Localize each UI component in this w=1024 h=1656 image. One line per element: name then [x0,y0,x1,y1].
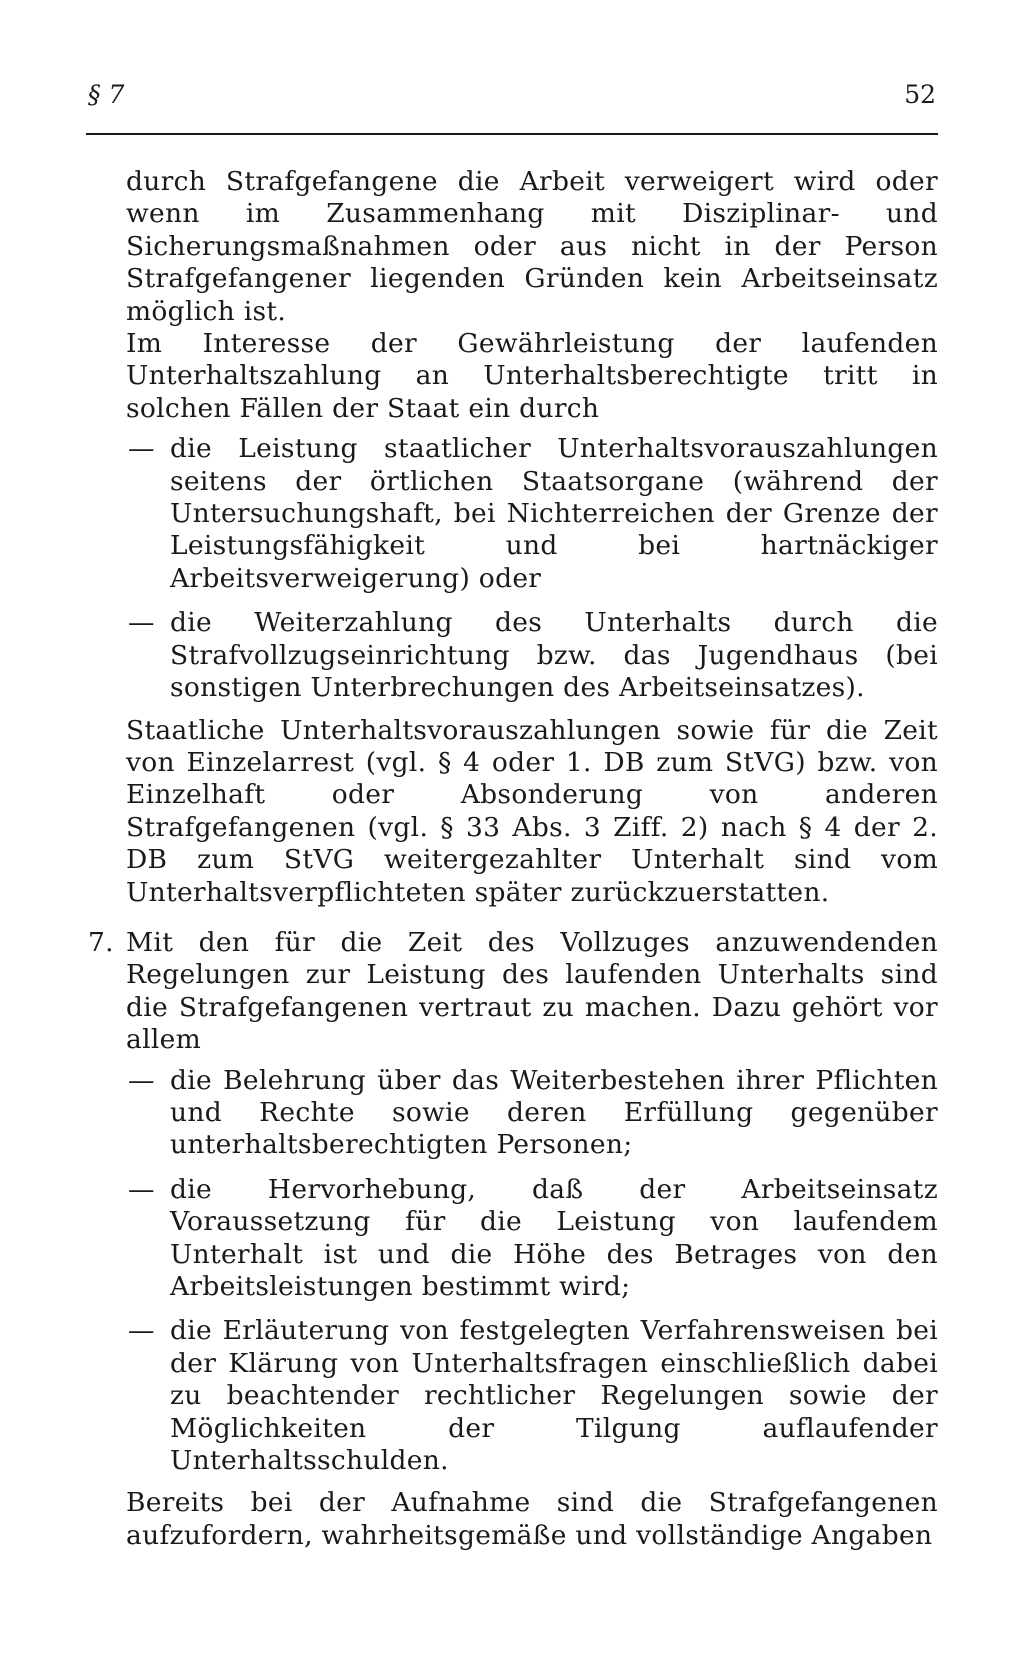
page-header [88,80,936,128]
list-item-text: die Belehrung über das Weiterbestehen ihrer Pflichten und Rechte sowie deren Erfüllung gegenüber unterhaltsberechtigten Personen; [170,1064,938,1161]
item-text: Mit den für die Zeit des Vollzuges anzuwendenden Regelungen zur Leistung des laufenden Unterhalts sind die Strafgefangenen vertraut zu machen. Dazu gehört vor allem [126,926,938,1056]
paragraph-unterhalt-staat: Im Interesse der Gewährleistung der laufenden Unterhaltszahlung an Unterhaltsberechtigte tritt in solchen Fällen der Staat ein durch [126,328,938,424]
item-number: 7. [88,926,114,958]
list-item-text: die Erläuterung von festgelegten Verfahrensweisen bei der Klärung von Unterhaltsfragen einschließlich dabei zu beachtender rechtlicher Regelungen sowie der Möglichkeiten der Tilgung auflaufender Unterhaltsschulden. [170,1315,938,1477]
list-item-text: die Leistung staatlicher Unterhaltsvorauszahlungen seitens der örtlichen Staatsorgane (während der Untersuchungshaft, bei Nichterreichen der Grenze der Leistungsfähigkeit und bei hartnäckiger Arbeitsverweigerung) oder [170,433,938,594]
list-item [126,1315,938,1477]
list-item [126,1065,938,1162]
list-item-text: die Hervorhebung, daß der Arbeitseinsatz Voraussetzung für die Leistung von laufendem Unterhalt ist und die Höhe des Betrages von den Arbeitsleistungen bestimmt wird; [170,1173,938,1302]
numbered-item-7 [88,927,938,1057]
section-marker: § 7 [88,80,125,109]
dash-bullet: — [128,1064,155,1096]
paragraph-rueckerstattung: Staatliche Unterhaltsvorauszahlungen sowie für die Zeit von Einzelarrest (vgl. § 4 oder 1. DB zum StVG) bzw. von Einzelhaft oder Absonderung von anderen Strafgefangenen (vgl. § 33 Abs. 3 Ziff. 2) nach § 4 der 2. DB zum StVG weitergezahlter Unterhalt sind vom Unterhaltsverpflichteten später zurückzuerstatten. [126,714,938,908]
page-number: 52 [904,80,936,109]
list-item-text: die Weiterzahlung des Unterhalts durch die Strafvollzugseinrichtung bzw. das Jugendhaus (bei sonstigen Unterbrechungen des Arbeitseinsatzes). [170,607,938,704]
list-item [126,1174,938,1304]
document-body [88,166,938,1552]
paragraph-aufnahme: Bereits bei der Aufnahme sind die Strafgefangenen aufzufordern, wahrheitsgemäße und vollständige Angaben [126,1487,938,1551]
dash-bullet: — [128,1173,155,1205]
dash-bullet: — [128,607,155,639]
header-rule [86,133,938,135]
list-staat-leistungen [88,433,938,704]
paragraph-continuation: durch Strafgefangene die Arbeit verweigert wird oder wenn im Zusammenhang mit Disziplinar- und Sicherungsmaßnahmen oder aus nicht in der Person Strafgefangener liegenden Gründen kein Arbeitseinsatz möglich ist. [126,166,938,327]
list-item [126,433,938,595]
list-item [126,607,938,704]
list-belehrung [88,1065,938,1478]
dash-bullet: — [128,433,155,465]
dash-bullet: — [128,1315,155,1347]
